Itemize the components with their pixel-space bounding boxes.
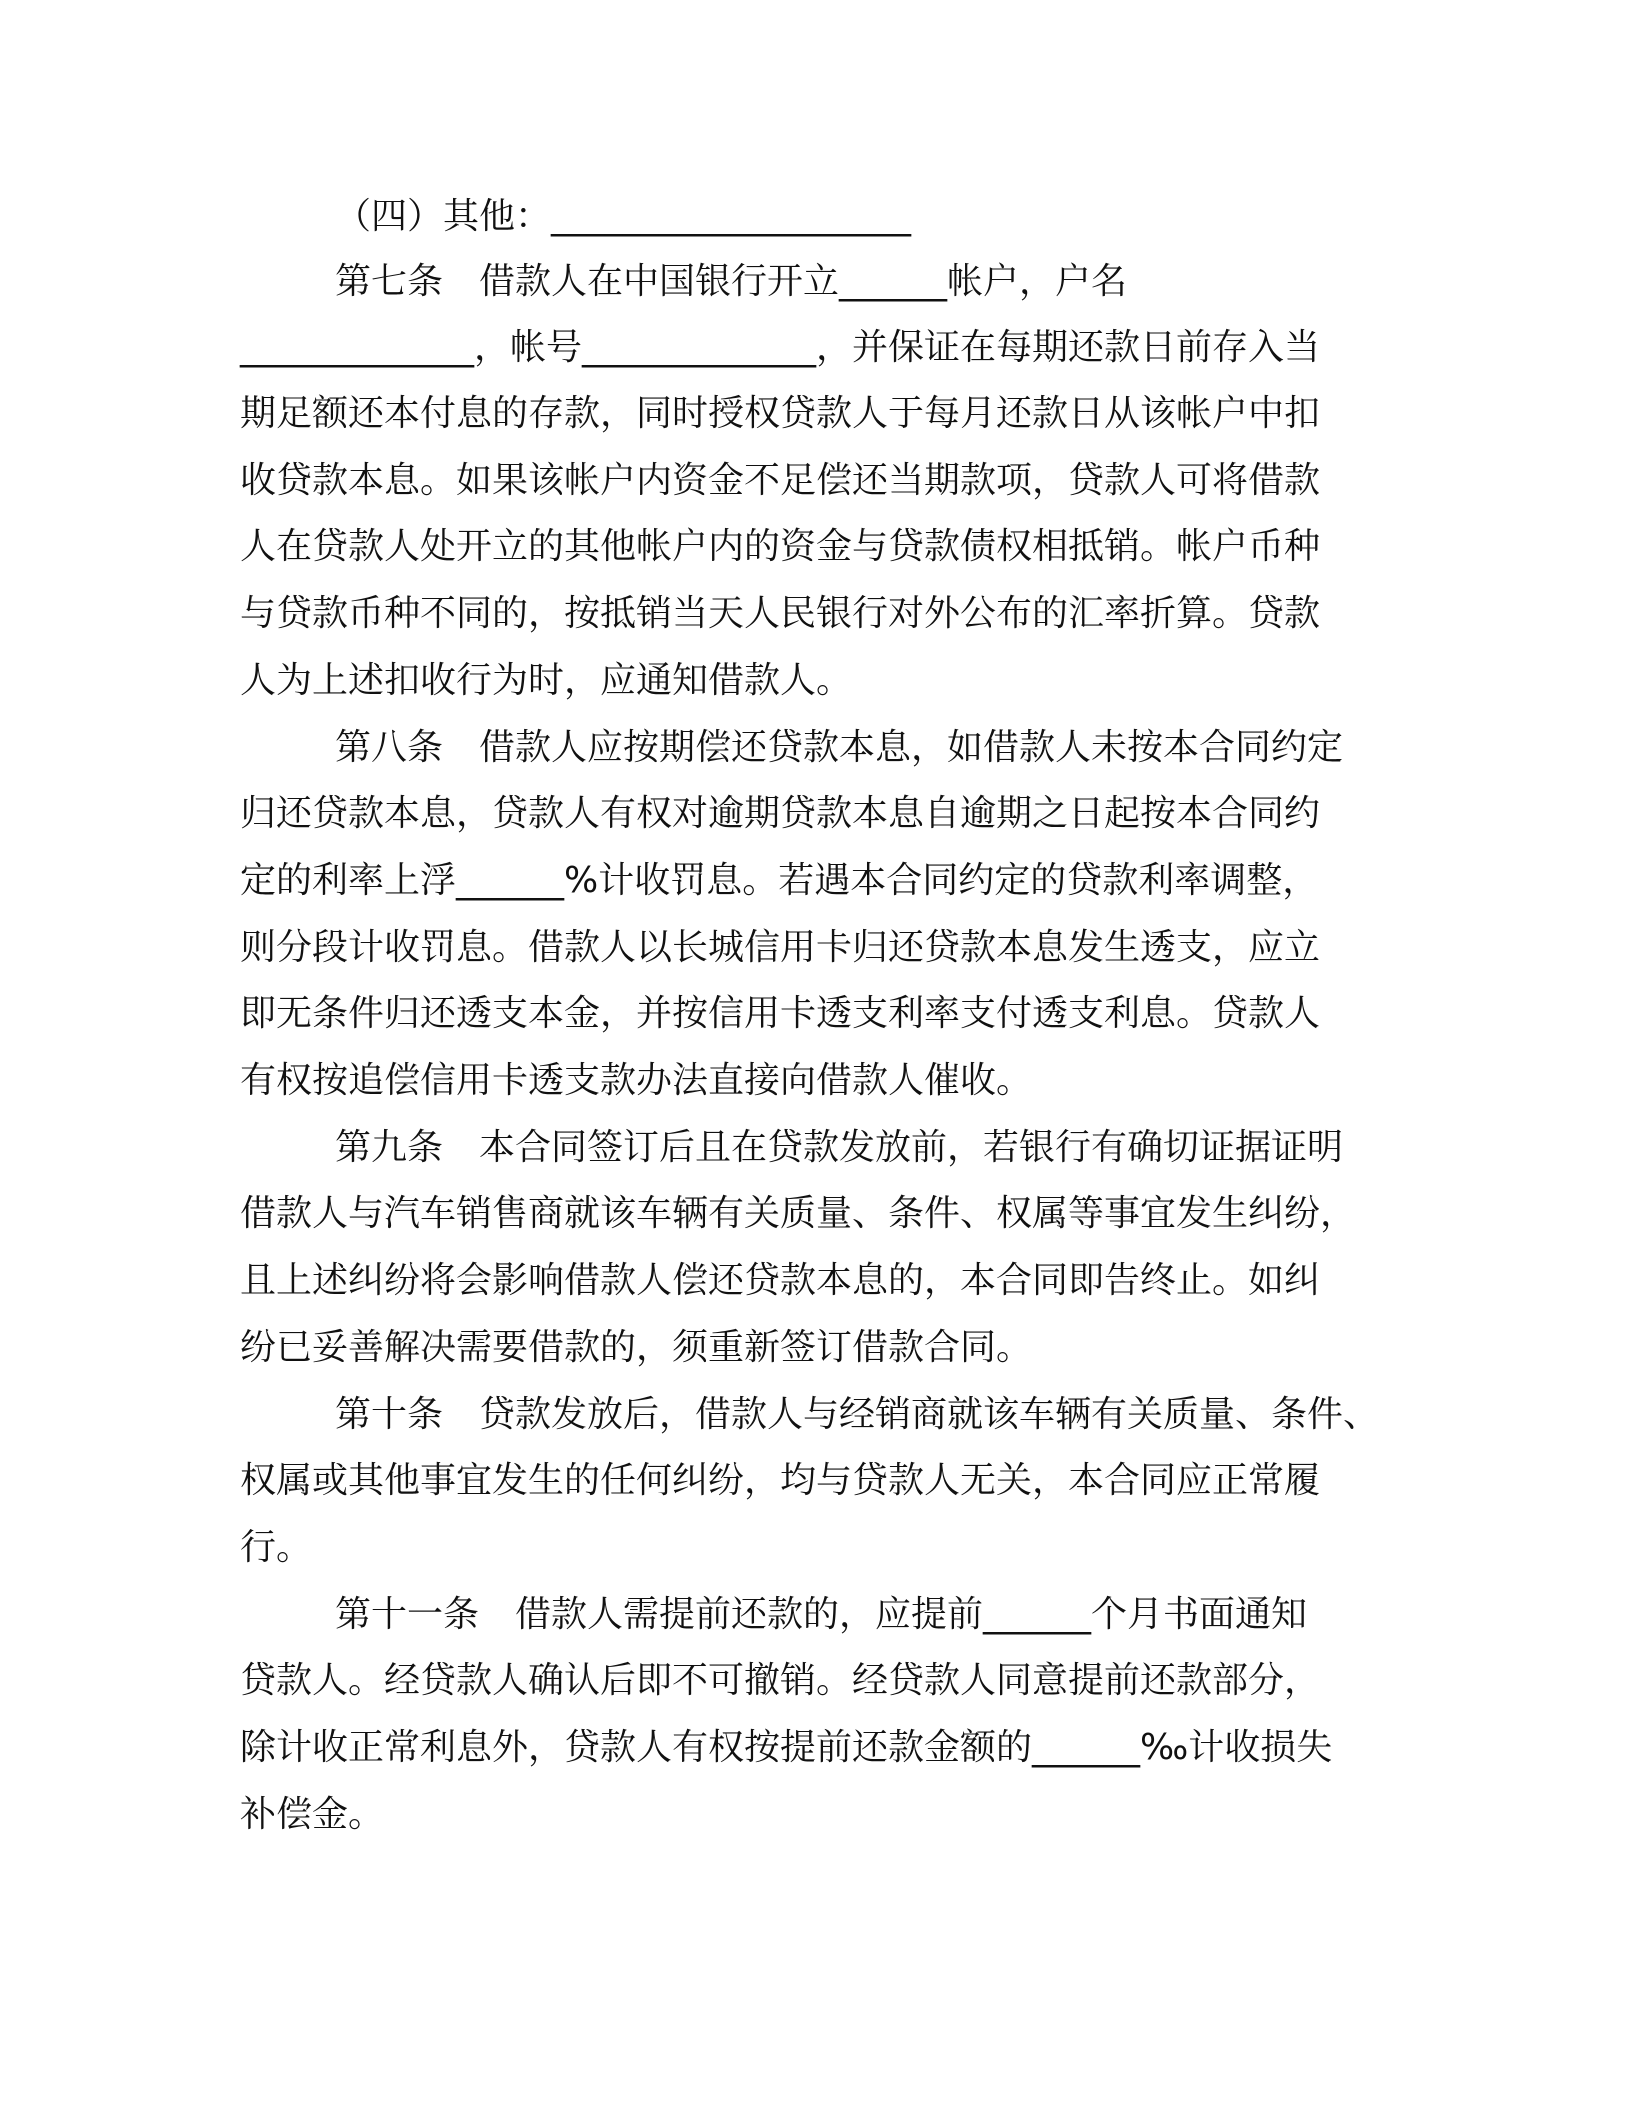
clause-10-line: 第十条 贷款发放后，借款人与经销商就该车辆有关质量、条件、 <box>335 1394 1380 1435</box>
clause-9-line: 借款人与汽车销售商就该车辆有关质量、条件、权属等事宜发生纠纷， <box>240 1193 1357 1234</box>
clause-7-line: 第七条 借款人在中国银行开立______帐户，户名 <box>335 261 1128 302</box>
clause-9-line: 且上述纠纷将会影响借款人偿还贷款本息的，本合同即告终止。如纠 <box>240 1260 1321 1301</box>
clause-7-line: 人为上述扣收行为时，应通知借款人。 <box>240 660 853 701</box>
clause-9-line: 纷已妥善解决需要借款的，须重新签订借款合同。 <box>240 1327 1033 1368</box>
clause-10-line: 行。 <box>240 1527 313 1568</box>
clause-7-line: 期足额还本付息的存款，同时授权贷款人于每月还款日从该帐户中扣 <box>240 393 1321 434</box>
clause-9-line: 第九条 本合同签订后且在贷款发放前，若银行有确切证据证明 <box>335 1127 1344 1168</box>
clause-7-line: 与贷款币种不同的，按抵销当天人民银行对外公布的汇率折算。贷款 <box>240 593 1321 634</box>
clause-8-line: 归还贷款本息，贷款人有权对逾期贷款本息自逾期之日起按本合同约 <box>240 793 1321 834</box>
clause-7-line: _____________，帐号_____________，并保证在每期还款日前存入当 <box>240 327 1321 368</box>
clause-10-line: 权属或其他事宜发生的任何纠纷，均与贷款人无关，本合同应正常履 <box>240 1460 1321 1501</box>
clause-8-line: 定的利率上浮______%计收罚息。若遇本合同约定的贷款利率调整， <box>240 860 1319 901</box>
clause-11-line: 除计收正常利息外，贷款人有权按提前还款金额的______‰计收损失 <box>240 1727 1333 1768</box>
clause-8-line: 第八条 借款人应按期偿还贷款本息，如借款人未按本合同约定 <box>335 727 1344 768</box>
clause-6-item-4: （四）其他：____________________ <box>335 196 912 237</box>
clause-8-line: 有权按追偿信用卡透支款办法直接向借款人催收。 <box>240 1060 1033 1101</box>
clause-8-line: 即无条件归还透支本金，并按信用卡透支利率支付透支利息。贷款人 <box>240 993 1321 1034</box>
clause-11-line: 贷款人。经贷款人确认后即不可撤销。经贷款人同意提前还款部分， <box>240 1660 1321 1701</box>
clause-7-line: 人在贷款人处开立的其他帐户内的资金与贷款债权相抵销。帐户币种 <box>240 526 1321 567</box>
clause-11-line: 补偿金。 <box>240 1794 385 1835</box>
clause-11-line: 第十一条 借款人需提前还款的，应提前______个月书面通知 <box>335 1594 1308 1635</box>
clause-8-line: 则分段计收罚息。借款人以长城信用卡归还贷款本息发生透支，应立 <box>240 927 1321 968</box>
clause-7-line: 收贷款本息。如果该帐户内资金不足偿还当期款项，贷款人可将借款 <box>240 460 1321 501</box>
